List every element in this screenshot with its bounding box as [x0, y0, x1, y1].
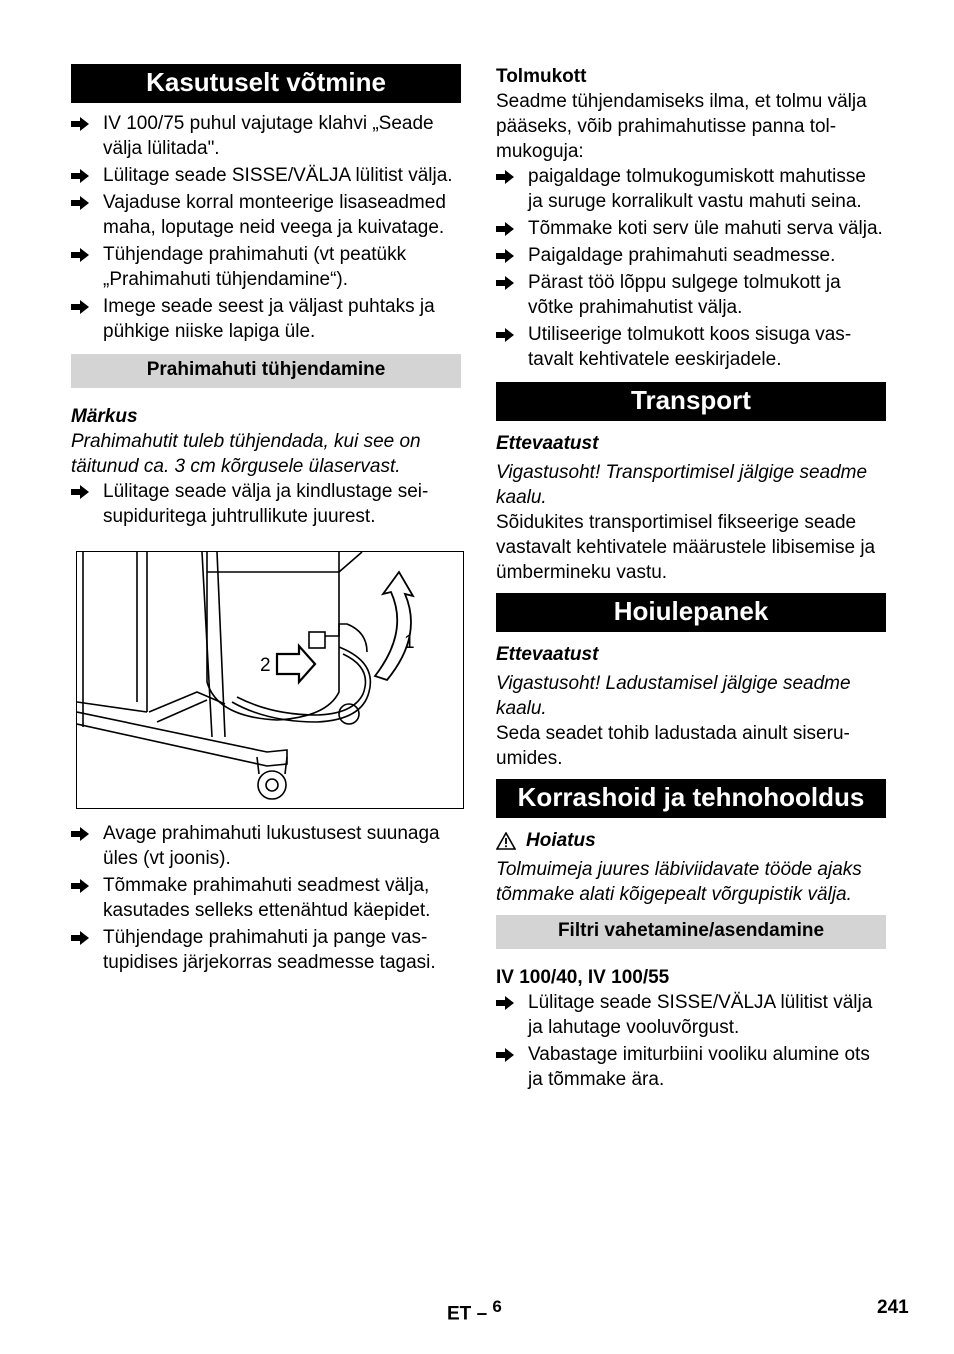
caution-label-transport: Ettevaatust — [496, 433, 599, 454]
heading-filtri-vahetamine: Filtri vahetamine/asendamine — [496, 915, 886, 949]
list-item: Pärast töö lõppu sulgege tolmukott ja võtke prahimahutist välja. — [496, 270, 886, 320]
list-item: Lülitage seade SISSE/VÄLJA lülitist välja ja lahutage vooluvõrgust. — [496, 990, 886, 1040]
decommission-steps — [71, 111, 461, 344]
heading-korrashoid: Korrashoid ja tehnohooldus — [496, 779, 886, 818]
subheading-models: IV 100/40, IV 100/55 — [496, 967, 670, 988]
emptying-steps — [71, 821, 461, 975]
arrow-right-icon — [496, 276, 514, 290]
list-item: Tühjendage prahimahuti (vt peatükk „Prahimahuti tühjendamine“). — [71, 242, 461, 292]
dust-bag-steps — [496, 164, 886, 372]
filter-steps — [496, 990, 886, 1092]
heading-hoiulepanek: Hoiulepanek — [496, 593, 886, 632]
footer-subpage: 6 — [492, 1297, 502, 1316]
warning-row — [496, 828, 886, 853]
list-item: IV 100/75 puhul vajutage klahvi „Seade välja lülitada". — [71, 111, 461, 161]
figure-label-1: 1 — [404, 632, 415, 653]
arrow-right-icon — [71, 196, 89, 210]
arrow-right-icon — [71, 827, 89, 841]
list-item: Vajaduse korral monteerige lisaseadmed maha, loputage neid veega ja kuivatage. — [71, 190, 461, 240]
caution-label-storage: Ettevaatust — [496, 644, 599, 665]
arrow-right-icon — [496, 170, 514, 184]
arrow-right-icon — [496, 1048, 514, 1062]
right-column — [496, 64, 886, 1094]
warning-triangle-icon — [496, 832, 516, 850]
list-item: Paigaldage prahimahuti seadmesse. — [496, 243, 886, 268]
dust-bag-intro: Seadme tühjendamiseks ilma, et tolmu välja pääseks, võib prahimahutisse panna tolmukoguja: — [496, 91, 867, 162]
footer-language: ET – $^6$ — [447, 1297, 502, 1325]
storage-text: Seda seadet tohib ladustada ainult siseruumides. — [496, 723, 850, 769]
subheading-tolmukott: Tolmukott — [496, 66, 587, 87]
list-item: paigaldage tolmukogumiskott mahutisse ja suruge korralikult vastu mahuti seina. — [496, 164, 886, 214]
list-item: Avage prahimahuti lukustusest suunaga üles (vt joonis). — [71, 821, 461, 871]
vacuum-container-illustration — [77, 552, 463, 808]
arrow-right-icon — [496, 222, 514, 236]
arrow-right-icon — [71, 248, 89, 262]
list-item: Tõmmake koti serv üle mahuti serva välja. — [496, 216, 886, 241]
caution-text-transport: Vigastusoht! Transportimisel jälgige seadme kaalu. — [496, 462, 868, 508]
list-item: Vabastage imiturbiini vooliku alumine ots ja tõmmake ära. — [496, 1042, 886, 1092]
note-text: Prahimahutit tuleb tühjendada, kui see on täitunud ca. 3 cm kõrgusele ülaservast. — [71, 431, 421, 477]
page-number: 241 — [877, 1297, 909, 1318]
list-item: Tühjendage prahimahuti ja pange vastupidises järjekorras seadmesse tagasi. — [71, 925, 461, 975]
arrow-right-icon — [496, 249, 514, 263]
figure-label-2: 2 — [260, 655, 271, 676]
list-item: Tõmmake prahimahuti seadmest välja, kasutades selleks ettenähtud käepidet. — [71, 873, 461, 923]
caution-text-storage: Vigastusoht! Ladustamisel jälgige seadme kaalu. — [496, 673, 851, 719]
arrow-right-icon — [71, 485, 89, 499]
arrow-right-icon — [71, 169, 89, 183]
warning-text: Tolmuimeja juures läbiviidavate tööde ajaks tõmmake alati kõigepealt võrgupistik välja. — [496, 859, 862, 905]
list-item: Imege seade seest ja väljast puhtaks ja pühkige niiske lapiga üle. — [71, 294, 461, 344]
arrow-right-icon — [71, 879, 89, 893]
note-label: Märkus — [71, 406, 138, 427]
list-item: Lülitage seade SISSE/VÄLJA lülitist välja. — [71, 163, 461, 188]
arrow-right-icon — [71, 300, 89, 314]
arrow-right-icon — [496, 328, 514, 342]
transport-text: Sõidukites transportimisel fikseerige seade vastavalt kehtivatele määrustele libisemise ja ümbermineku vastu. — [496, 512, 876, 583]
list-item: Utiliseerige tolmukott koos sisuga vastavalt kehtivatele eeskirjadele. — [496, 322, 886, 372]
heading-kasutuselt-votmine: Kasutuselt võtmine — [71, 64, 461, 103]
container-unlock-figure — [76, 551, 464, 809]
list-item: Lülitage seade välja ja kindlustage seisupiduritega juhtrullikute juurest. — [71, 479, 461, 529]
warning-label: Hoiatus — [526, 830, 596, 851]
heading-prahimahuti-tuhjendamine: Prahimahuti tühjendamine — [71, 354, 461, 388]
heading-transport: Transport — [496, 382, 886, 421]
brake-steps — [71, 479, 461, 529]
arrow-right-icon — [71, 931, 89, 945]
arrow-right-icon — [71, 117, 89, 131]
left-column — [71, 64, 461, 977]
arrow-right-icon — [496, 996, 514, 1010]
